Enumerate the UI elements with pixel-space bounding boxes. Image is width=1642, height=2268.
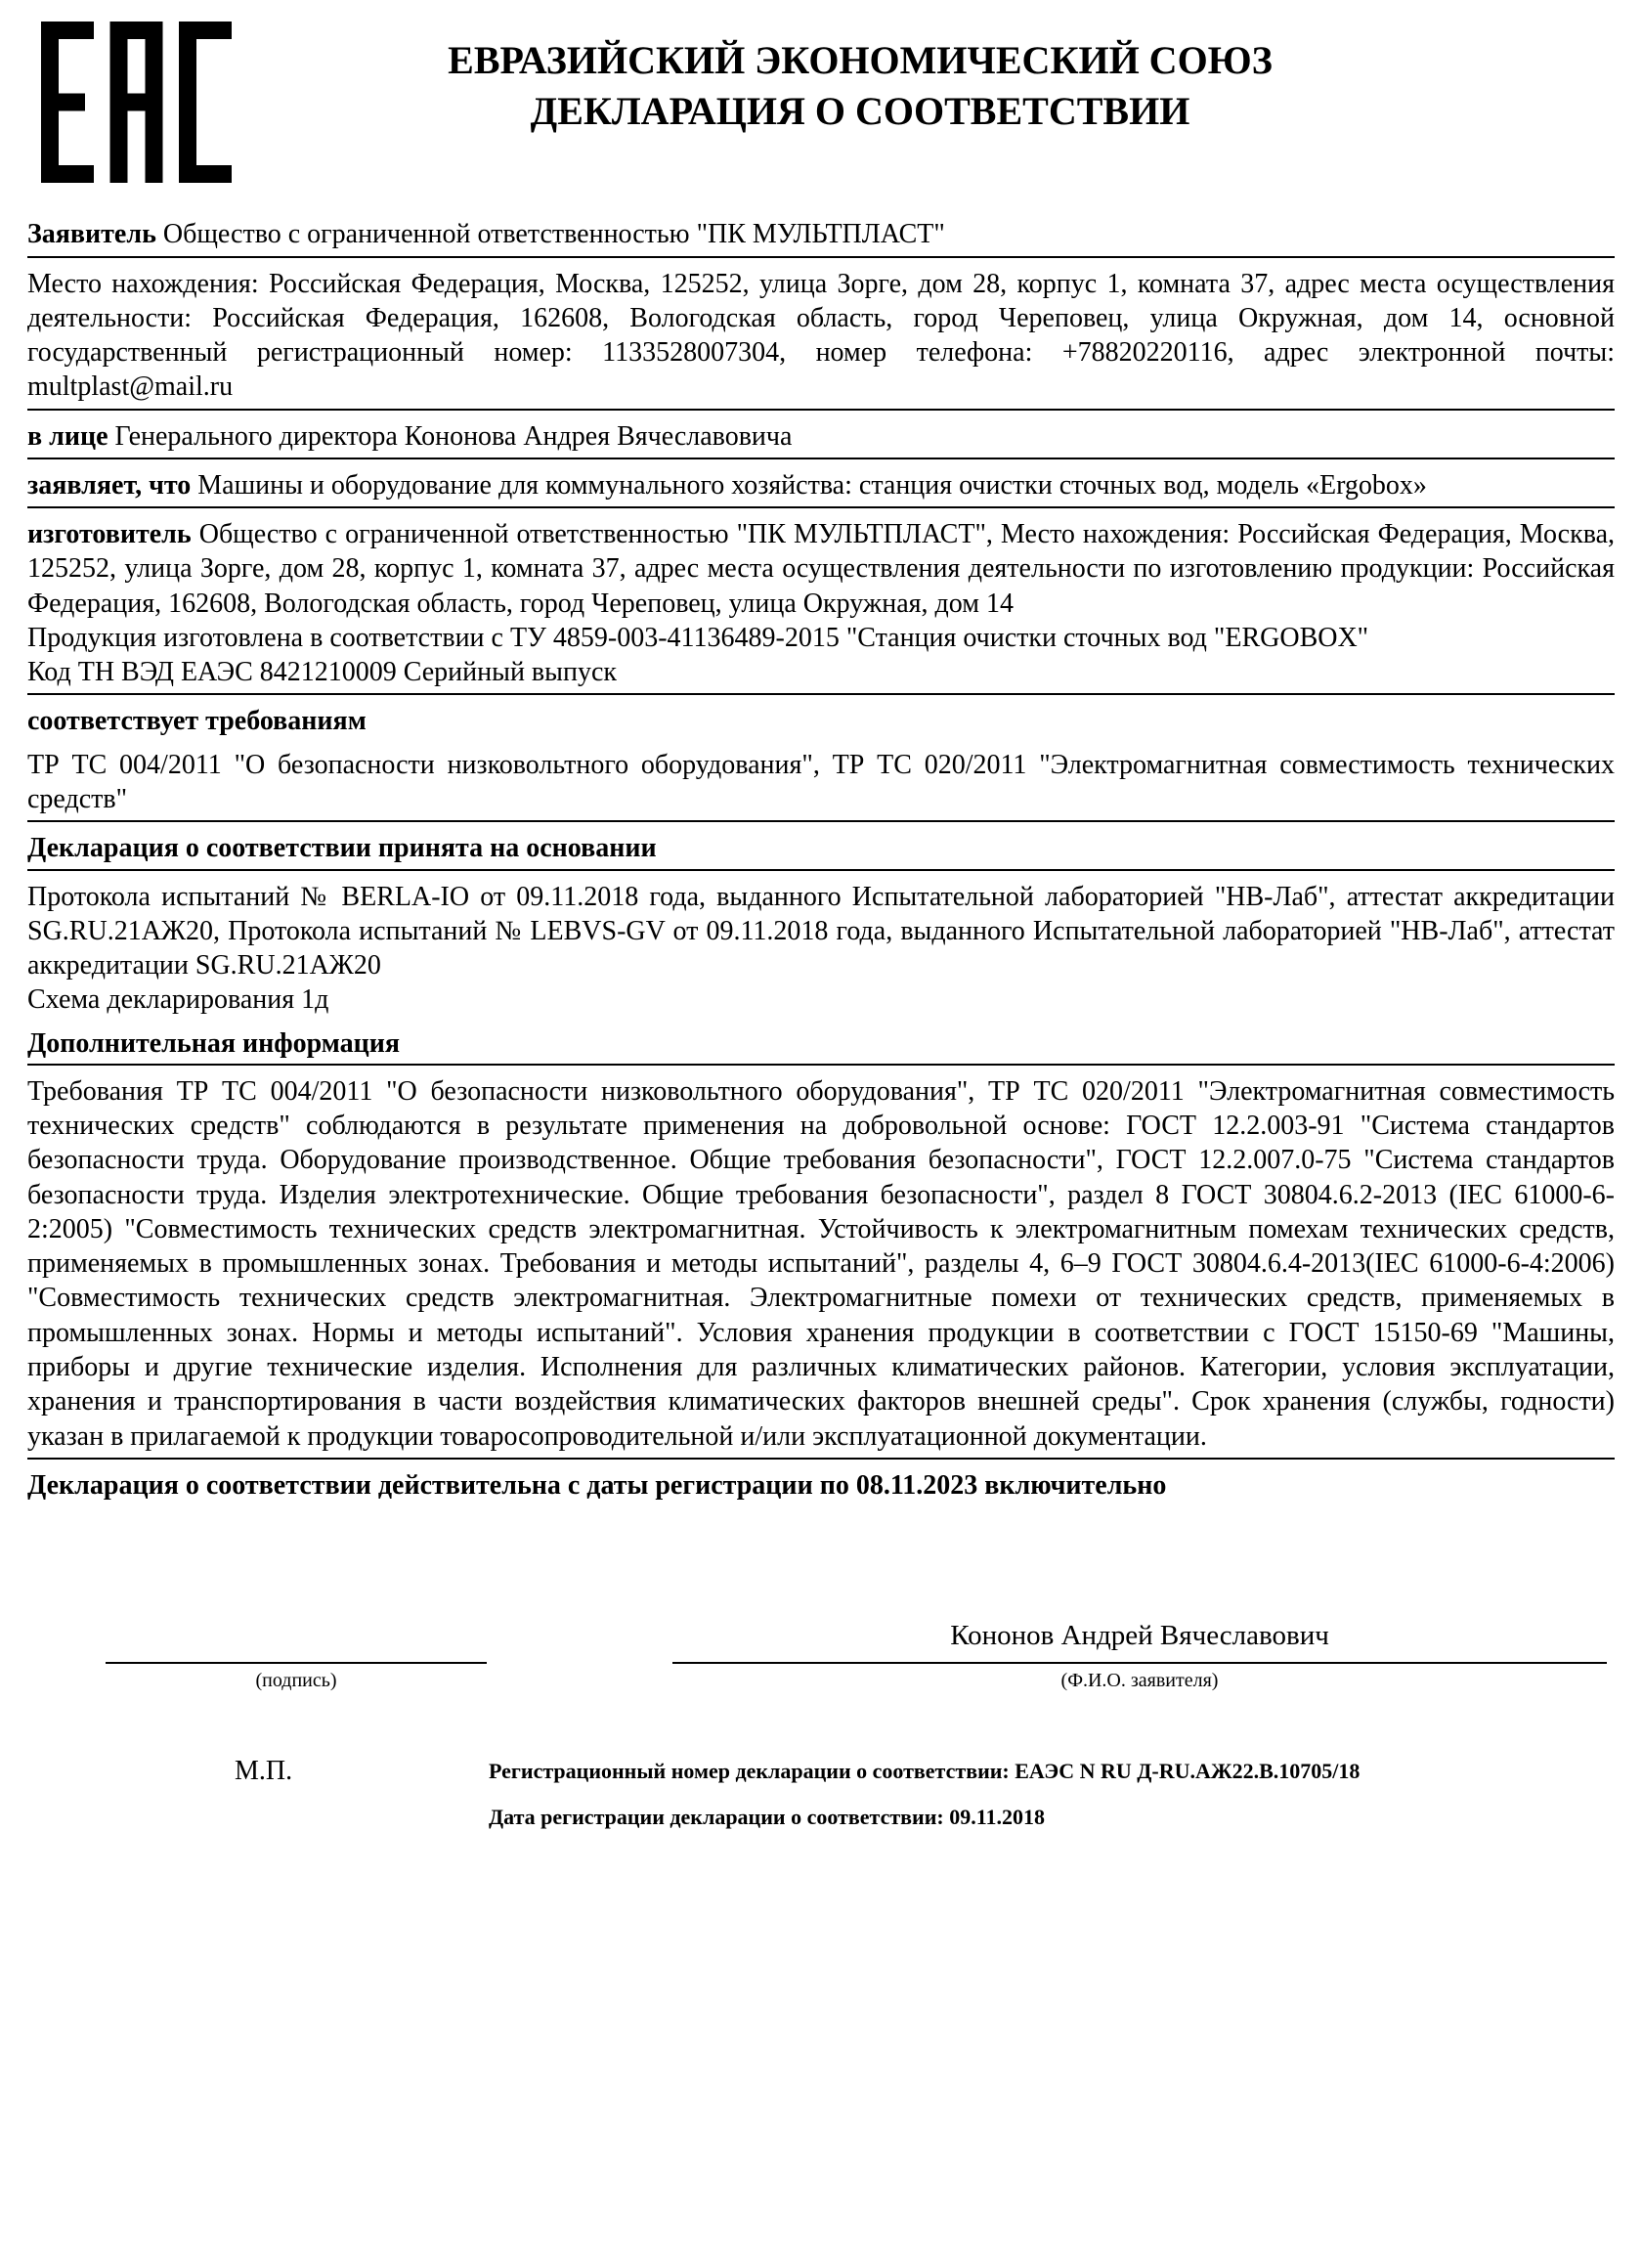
stamp-place: М.П. xyxy=(235,1755,293,1786)
declarant-name: Кононов Андрей Вячеславович xyxy=(950,1620,1329,1652)
applicant-section xyxy=(27,217,1615,257)
eac-logo-icon xyxy=(27,18,242,192)
title-line-1: ЕВРАЗИЙСКИЙ ЭКОНОМИЧЕСКИЙ СОЮЗ xyxy=(448,38,1273,82)
manufacturer-section xyxy=(27,517,1615,695)
additional-info-section xyxy=(27,1074,1615,1460)
declarant-name-line xyxy=(672,1662,1607,1664)
document-header xyxy=(27,18,1615,192)
compliance-heading: соответствует требованиям xyxy=(27,706,367,737)
validity-section xyxy=(27,1468,1615,1503)
tnved-code-line: Код ТН ВЭД ЕАЭС 8421210009 Серийный выпуск xyxy=(27,657,617,688)
validity-text: Декларация о соответствии действительна с даты регистрации по 08.11.2023 включительно xyxy=(27,1469,1167,1501)
production-note: Продукция изготовлена в соответствии с ТУ 4859-003-41136489-2015 "Станция очистки сточных вод "ERGOBOX" xyxy=(27,622,1369,653)
basis-text: Протокола испытаний № BERLA-IO от 09.11.2018 года, выданного Испытательной лабораторией "НВ-Лаб", аттестат аккредитации SG.RU.21АЖ20, Протокола испытаний № LEBVS-GV от 09.11.2018 года, выданного Испытательной лабораторией "НВ-Лаб", аттестат аккредитации SG.RU.21АЖ20 xyxy=(27,881,1615,981)
registration-number-line: Регистрационный номер декларации о соответствии: ЕАЭС N RU Д-RU.АЖ22.В.10705/18 xyxy=(489,1758,1361,1783)
eac-mark-icon xyxy=(41,22,232,183)
compliance-heading-section xyxy=(27,704,1615,738)
declarant-name-caption: (Ф.И.О. заявителя) xyxy=(1060,1669,1219,1691)
applicant-label: Заявитель xyxy=(27,219,156,250)
represented-by-section xyxy=(27,419,1615,459)
declares-section xyxy=(27,468,1615,508)
declaration-scheme: Схема декларирования 1д xyxy=(27,984,329,1016)
basis-section xyxy=(27,880,1615,1018)
represented-by-label: в лице xyxy=(27,420,108,452)
document-title xyxy=(242,18,1478,137)
registration-date-line: Дата регистрации декларации о соответствии: 09.11.2018 xyxy=(489,1805,1046,1830)
applicant-value: Общество с ограниченной ответственностью "ПК МУЛЬТПЛАСТ" xyxy=(162,219,945,250)
compliance-text: ТР ТС 004/2011 "О безопасности низковольтного оборудования", ТР ТС 020/2011 "Электромагнитная совместимость технических средств" xyxy=(27,749,1615,814)
additional-info-heading: Дополнительная информация xyxy=(27,1026,1615,1066)
registration-area xyxy=(27,1754,1615,1831)
signature-column xyxy=(106,1662,487,1693)
manufacturer-value: Общество с ограниченной ответственностью "ПК МУЛЬТПЛАСТ", Место нахождения: Российская Федерация, Москва, 125252, улица Зорге, дом 28, корпус 1, комната 37, адрес места осуществления деятельности по изготовлению продукции: Российская Федерация, 162608, Вологодская область, город Череповец, улица Окружная, дом 14 xyxy=(27,519,1615,619)
signature-caption: (подпись) xyxy=(255,1669,337,1691)
signature-line xyxy=(106,1662,487,1664)
represented-by-value: Генерального директора Кононова Андрея Вячеславовича xyxy=(114,420,793,452)
additional-info-text: Требования ТР ТС 004/2011 "О безопасности низковольтного оборудования", ТР ТС 020/2011 "Электромагнитная совместимость технических средств" соблюдаются в результате применения на добровольной основе: ГОСТ 12.2.003-91 "Система стандартов безопасности труда. Оборудование производственное. Общие требования безопасности", ГОСТ 12.2.007.0-75 "Система стандартов безопасности труда. Изделия электротехнические. Общие требования безопасности", раздел 8 ГОСТ 30804.6.2-2013 (IEC 61000-6-2:2005) "Совместимость технических средств электромагнитная. Устойчивость к электромагнитным помехам технических средств, применяемых в промышленных зонах. Требования и методы испытаний", разделы 4, 6–9 ГОСТ 30804.6.4-2013(IEC 61000-6-4:2006) "Совместимость технических средств электромагнитная. Электромагнитные помехи от технических средств, применяемых в промышленных зонах. Нормы и методы испытаний". Условия хранения продукции в соответствии с ГОСТ 15150-69 "Машины, приборы и другие технические изделия. Исполнения для различных климатических районов. Категории, условия эксплуатации, хранения и транспортирования в части воздействия климатических факторов внешней среды". Срок хранения (службы, годности) указан в прилагаемой к продукции товаросопроводительной и/или эксплуатационной документации. xyxy=(27,1075,1615,1452)
applicant-address-section xyxy=(27,267,1615,411)
registration-block xyxy=(489,1754,1615,1831)
declares-value: Машины и оборудование для коммунального хозяйства: станция очистки сточных вод, модель «Ergobox» xyxy=(197,469,1427,501)
basis-heading: Декларация о соответствии принята на основании xyxy=(27,831,1615,870)
compliance-section xyxy=(27,748,1615,823)
manufacturer-label: изготовитель xyxy=(27,519,192,550)
declares-label: заявляет, что xyxy=(27,469,192,501)
applicant-address-text: Место нахождения: Российская Федерация, Москва, 125252, улица Зорге, дом 28, корпус 1, комната 37, адрес места осуществления деятельности: Российская Федерация, 162608, Вологодская область, город Череповец, улица Окружная, дом 14, основной государственный регистрационный номер: 1133528007304, номер телефона: +78820220116, адрес электронной почты: multplast@mail.ru xyxy=(27,268,1615,403)
declarant-column xyxy=(672,1618,1607,1693)
signature-area xyxy=(27,1618,1615,1693)
title-line-2: ДЕКЛАРАЦИЯ О СООТВЕТСТВИИ xyxy=(530,89,1190,133)
